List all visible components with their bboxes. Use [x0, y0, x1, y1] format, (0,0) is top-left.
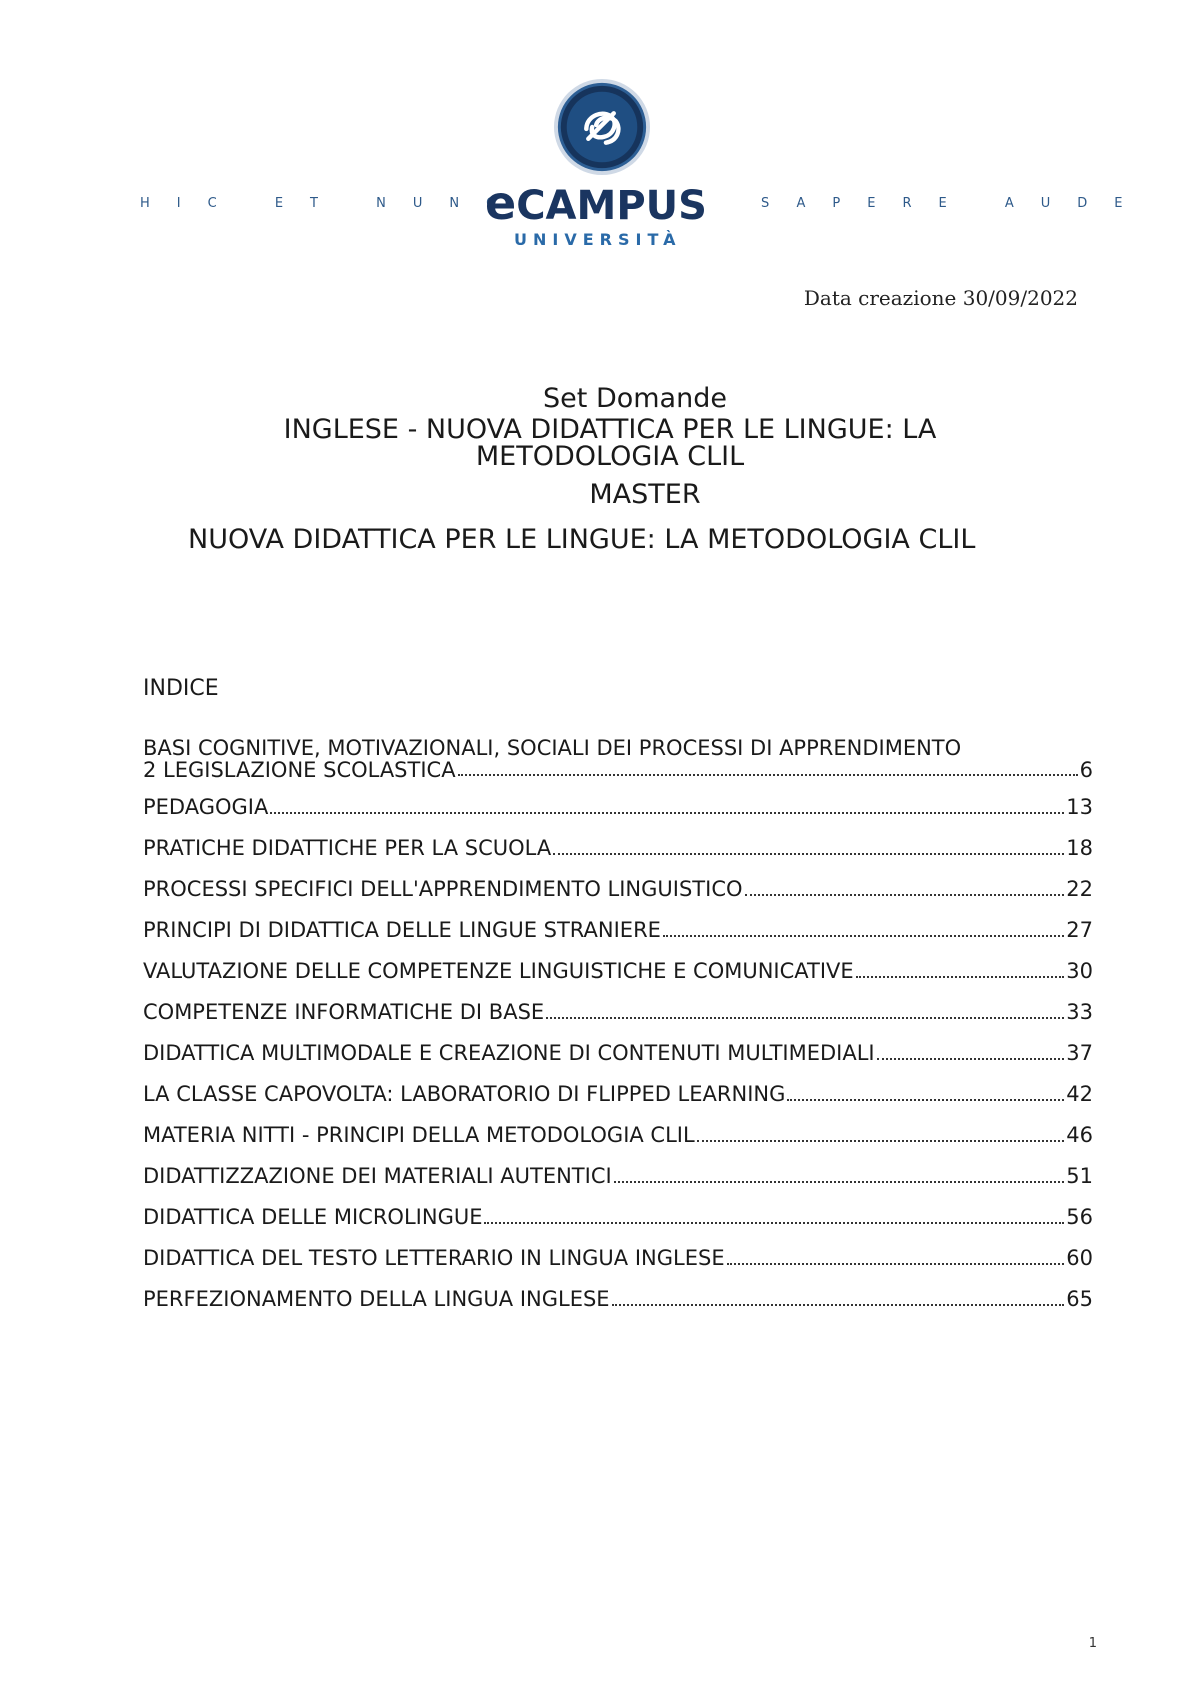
- course-title: NUOVA DIDATTICA PER LE LINGUE: LA METODOLOGIA CLIL: [188, 524, 976, 555]
- brand-e: e: [485, 176, 517, 230]
- toc-entry-title: DIDATTICA DELLE MICROLINGUE: [143, 1205, 483, 1229]
- motto-right: SAPERE AUDE: [761, 196, 1150, 211]
- toc-page-number: 51: [1066, 1164, 1093, 1188]
- toc-page-number: 18: [1066, 836, 1093, 860]
- toc-leader: [270, 812, 1064, 814]
- toc-leader: [663, 935, 1064, 937]
- toc-page-number: 27: [1066, 918, 1093, 942]
- toc-entry[interactable]: [143, 959, 1093, 983]
- ecampus-logo-badge-icon: [553, 78, 651, 176]
- title-master: MASTER: [589, 479, 701, 510]
- title-main-line1: INGLESE - NUOVA DIDATTICA PER LE LINGUE: LA: [283, 414, 937, 445]
- toc-entry-title: DIDATTICA MULTIMODALE E CREAZIONE DI CONTENUTI MULTIMEDIALI: [143, 1041, 875, 1065]
- toc-page-number: 6: [1079, 758, 1093, 782]
- toc-leader: [727, 1263, 1065, 1265]
- toc-entry-title: PRINCIPI DI DIDATTICA DELLE LINGUE STRANIERE: [143, 918, 661, 942]
- toc-entry[interactable]: [143, 1000, 1093, 1024]
- toc-entry-title: DIDATTICA DEL TESTO LETTERARIO IN LINGUA INGLESE: [143, 1246, 725, 1270]
- toc-leader: [787, 1099, 1064, 1101]
- toc-page-number: 37: [1066, 1041, 1093, 1065]
- toc-leader: [546, 1017, 1064, 1019]
- title-block: [140, 384, 1080, 510]
- toc-entry-title: COMPETENZE INFORMATICHE DI BASE: [143, 1000, 545, 1024]
- index-heading: INDICE: [143, 676, 219, 701]
- toc-leader: [458, 774, 1078, 776]
- toc-entry[interactable]: [143, 1287, 1093, 1311]
- toc-entry-title: PROCESSI SPECIFICI DELL'APPRENDIMENTO LINGUISTICO: [143, 877, 743, 901]
- title-set: Set Domande: [543, 383, 727, 414]
- toc-leader: [697, 1140, 1065, 1142]
- toc-entry[interactable]: [143, 918, 1093, 942]
- toc-entry[interactable]: [143, 877, 1093, 901]
- toc-entry[interactable]: [143, 795, 1093, 819]
- toc-entry[interactable]: [143, 836, 1093, 860]
- creation-date: Data creazione 30/09/2022: [803, 286, 1078, 310]
- toc-entry[interactable]: [143, 1082, 1093, 1106]
- title-main-line2: METODOLOGIA CLIL: [475, 441, 745, 472]
- toc-page-number: 30: [1066, 959, 1093, 983]
- toc-page-number: 46: [1066, 1123, 1093, 1147]
- toc-page-number: 56: [1066, 1205, 1093, 1229]
- toc-leader: [614, 1181, 1065, 1183]
- page-number: 1: [1088, 1636, 1097, 1651]
- toc-entry-title: PERFEZIONAMENTO DELLA LINGUA INGLESE: [143, 1287, 610, 1311]
- toc-leader: [745, 894, 1065, 896]
- toc-leader: [553, 853, 1064, 855]
- toc-leader: [877, 1058, 1065, 1060]
- toc-entry-title: PRATICHE DIDATTICHE PER LA SCUOLA: [143, 836, 552, 860]
- toc-page-number: 13: [1066, 795, 1093, 819]
- toc-leader: [612, 1304, 1065, 1306]
- brand-subtitle: UNIVERSITÀ: [514, 230, 682, 249]
- table-of-contents: [143, 737, 1093, 1328]
- toc-entry[interactable]: [143, 737, 1093, 781]
- brand-name: CAMPUS: [516, 183, 707, 229]
- toc-entry-title: VALUTAZIONE DELLE COMPETENZE LINGUISTICHE E COMUNICATIVE: [143, 959, 854, 983]
- toc-entry-title: DIDATTIZZAZIONE DEI MATERIALI AUTENTICI: [143, 1164, 612, 1188]
- toc-entry[interactable]: [143, 1246, 1093, 1270]
- toc-entry-title: PEDAGOGIA: [143, 795, 269, 819]
- toc-leader: [484, 1222, 1064, 1224]
- toc-entry-title-line1: BASI COGNITIVE, MOTIVAZIONALI, SOCIALI DEI PROCESSI DI APPRENDIMENTO: [143, 736, 962, 760]
- toc-page-number: 22: [1066, 877, 1093, 901]
- toc-leader: [856, 976, 1065, 978]
- toc-entry-title: MATERIA NITTI - PRINCIPI DELLA METODOLOGIA CLIL: [143, 1123, 695, 1147]
- toc-entry[interactable]: [143, 1164, 1093, 1188]
- toc-entry[interactable]: [143, 1123, 1093, 1147]
- toc-page-number: 65: [1066, 1287, 1093, 1311]
- toc-page-number: 33: [1066, 1000, 1093, 1024]
- brand-wordmark: [485, 176, 707, 230]
- motto-left: HIC ET NUNC: [140, 196, 523, 211]
- toc-page-number: 60: [1066, 1246, 1093, 1270]
- toc-entry[interactable]: [143, 1041, 1093, 1065]
- toc-entry-title: 2 LEGISLAZIONE SCOLASTICA: [143, 758, 456, 782]
- toc-entry[interactable]: [143, 1205, 1093, 1229]
- toc-entry-title: LA CLASSE CAPOVOLTA: LABORATORIO DI FLIPPED LEARNING: [143, 1082, 786, 1106]
- toc-page-number: 42: [1066, 1082, 1093, 1106]
